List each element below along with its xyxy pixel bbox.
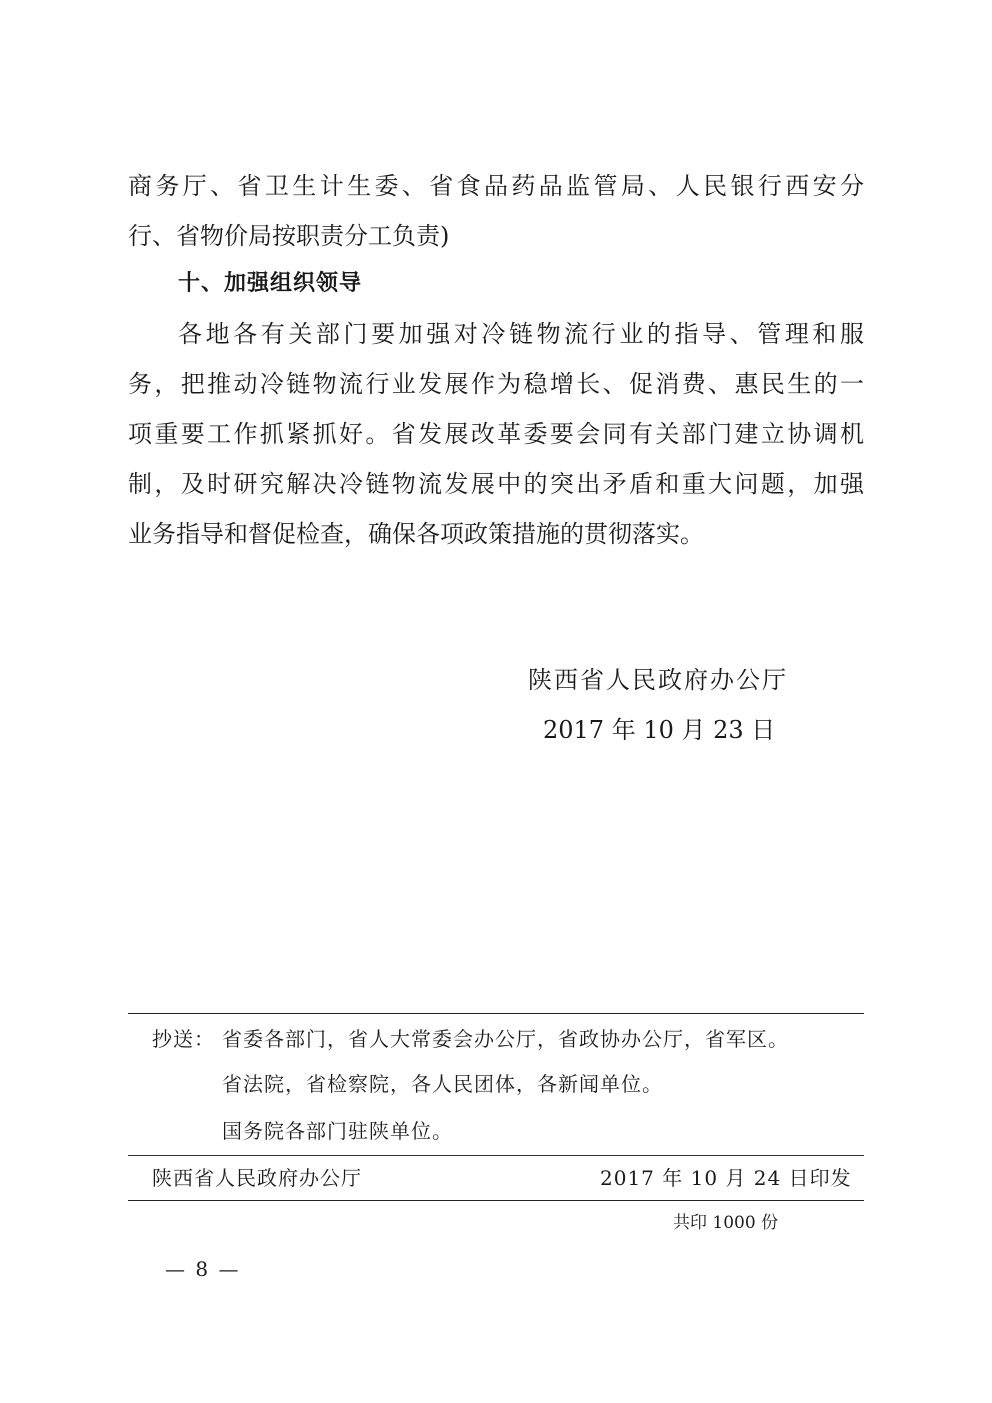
body-line: 行、省物价局按职责分工负责) <box>128 222 450 250</box>
issuer-name: 陕西省人民政府办公厅 <box>528 666 788 694</box>
footer-mid-rule <box>128 1155 864 1156</box>
paragraph-line: 各地各有关部门要加强对冷链物流行业的指导、管理和服 <box>178 320 864 348</box>
section-heading: 十、加强组织领导 <box>178 271 363 296</box>
footer-bottom-rule <box>128 1200 864 1201</box>
paragraph-line: 业务指导和督促检查，确保各项政策措施的贯彻落实。 <box>128 520 704 548</box>
cc-label: 抄送： <box>152 1027 215 1051</box>
issue-date: 2017 年 10 月 23 日 <box>543 716 776 744</box>
print-date: 2017 年 10 月 24 日印发 <box>600 1166 852 1190</box>
cc-line: 国务院各部门驻陕单位。 <box>222 1119 453 1143</box>
footer-top-rule <box>128 1013 864 1014</box>
print-copies: 共印 1000 份 <box>673 1213 779 1233</box>
cc-line: 省委各部门，省人大常委会办公厅，省政协办公厅，省军区。 <box>222 1027 789 1051</box>
print-office: 陕西省人民政府办公厅 <box>152 1166 362 1190</box>
paragraph-line: 制，及时研究解决冷链物流发展中的突出矛盾和重大问题，加强 <box>128 470 864 498</box>
paragraph-line: 务，把推动冷链物流行业发展作为稳增长、促消费、惠民生的一 <box>128 370 864 398</box>
page-number: — 8 — <box>165 1257 241 1281</box>
cc-line: 省法院，省检察院，各人民团体，各新闻单位。 <box>222 1072 663 1096</box>
paragraph-line: 项重要工作抓紧抓好。省发展改革委要会同有关部门建立协调机 <box>128 420 864 448</box>
body-line: 商务厅、省卫生计生委、省食品药品监管局、人民银行西安分 <box>128 172 864 200</box>
